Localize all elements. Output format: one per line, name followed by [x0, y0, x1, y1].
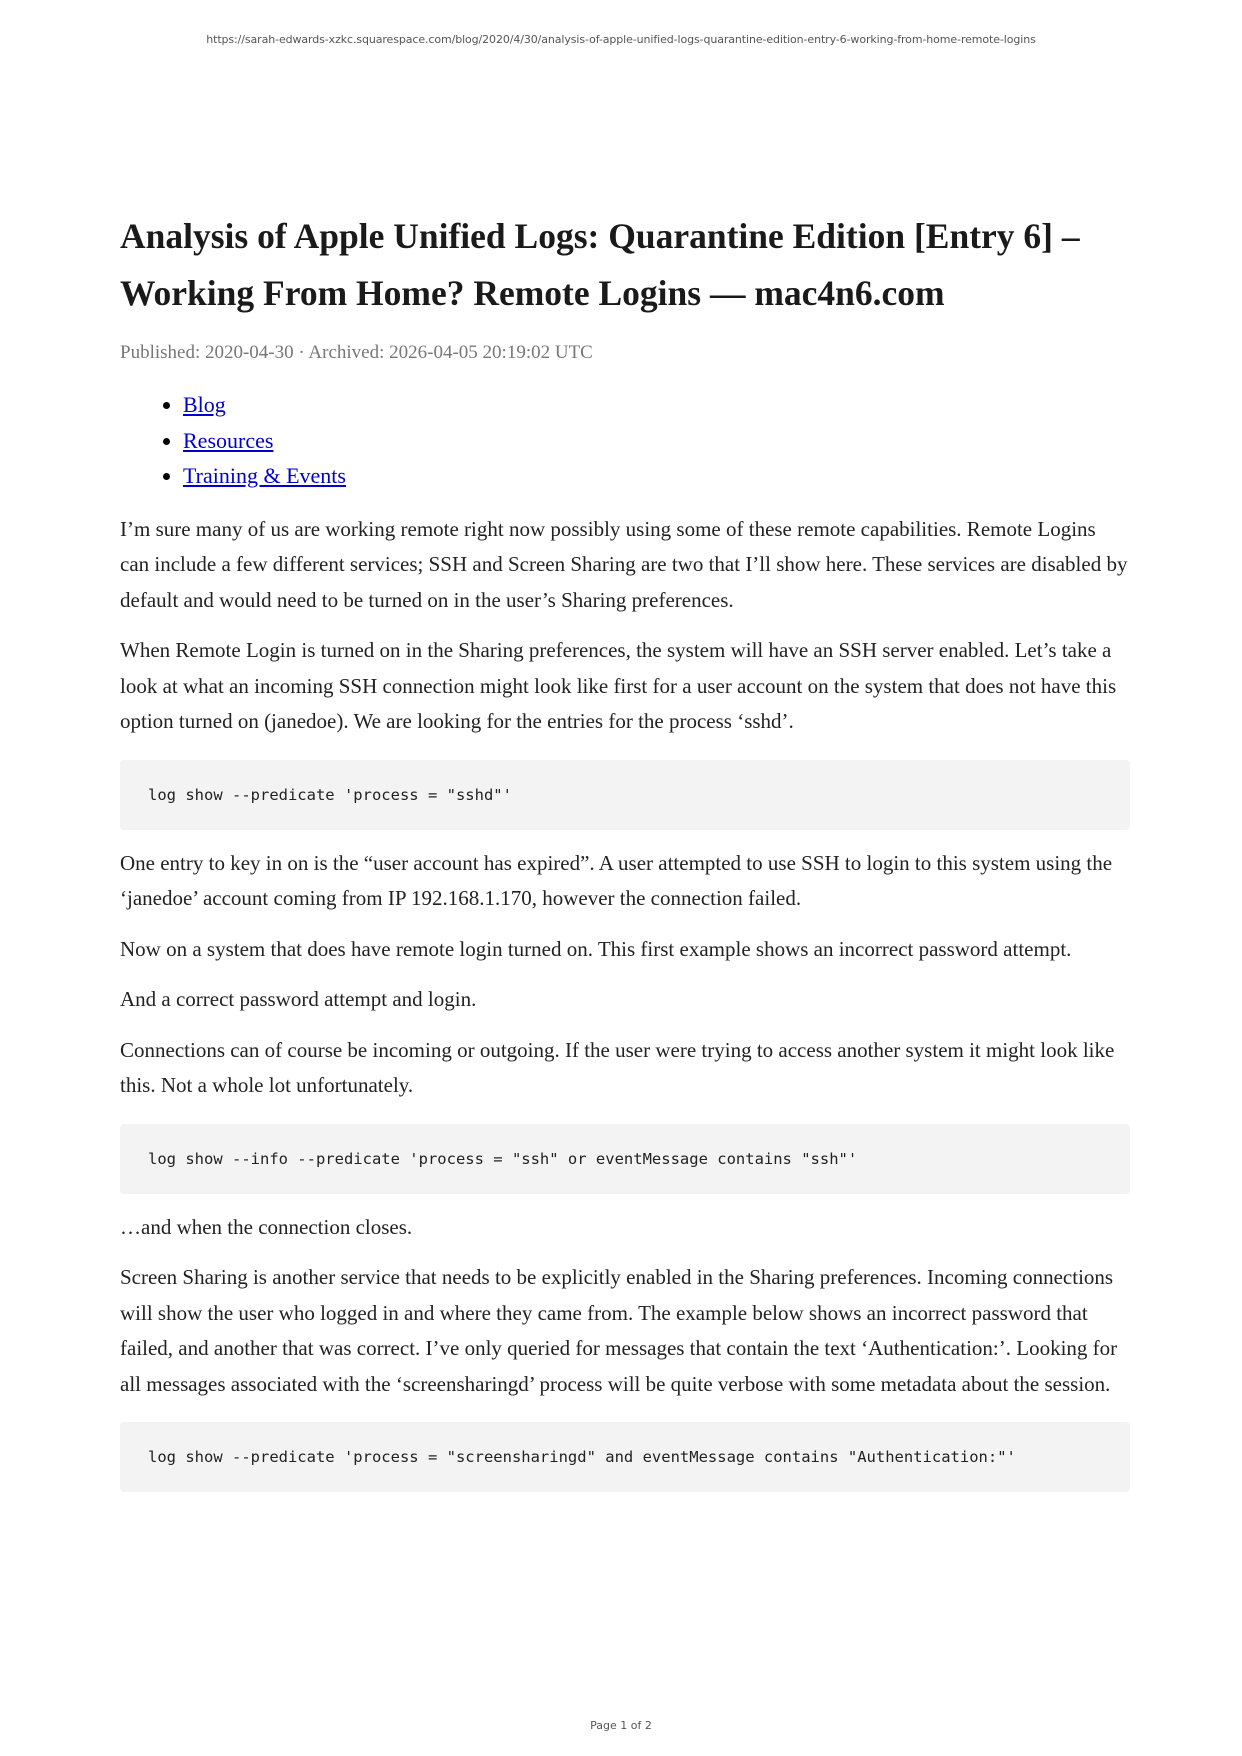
paragraph-screen-sharing: Screen Sharing is another service that needs to be explicitly enabled in the Sharing preferences. Incoming connections will show the user who logged in and where they came from. The example below shows an incorrect password that failed, and another that was correct. I’ve only queried for messages that contain the text ‘Authentication:’. Looking for all messages associated with the ‘screensharingd’ process will be quite verbose with some metadata about the session.: [120, 1265, 1118, 1396]
nav-item-resources: [183, 423, 1130, 459]
code-block-screensharingd: [120, 1422, 1130, 1492]
paragraph-intro: I’m sure many of us are working remote right now possibly using some of these remote capabilities. Remote Logins can include a few different services; SSH and Screen Sharing are two that I’ll show here. These services are disabled by default and would need to be turned on in the user’s Sharing preferences.: [120, 516, 1128, 612]
paragraph-expired-account: One entry to key in on is the “user account has expired”. A user attempted to use SSH to login to this system using the ‘janedoe’ account coming from IP 192.168.1.170, however the connection failed.: [120, 850, 1113, 910]
code-sshd: log show --predicate 'process = "sshd"': [148, 785, 512, 804]
paragraph-outgoing: Connections can of course be incoming or outgoing. If the user were trying to access another system it might look like this. Not a whole lot unfortunately.: [120, 1037, 1115, 1097]
site-nav-list: [120, 387, 1130, 494]
publication-meta: Published: 2020-04-30 · Archived: 2026-04-05 20:19:02 UTC: [120, 342, 593, 363]
code-block-sshd: [120, 760, 1130, 830]
article-title-line-1: Analysis of Apple Unified Logs: Quarantine Edition [Entry 6] –: [120, 216, 1080, 256]
paragraph-remote-login: When Remote Login is turned on in the Sharing preferences, the system will have an SSH server enabled. Let’s take a look at what an incoming SSH connection might look like first for a user account on the system that does not have this option turned on (janedoe). We are looking for the entries for the process ‘sshd’.: [120, 638, 1117, 733]
page-url: https://sarah-edwards-xzkc.squarespace.com/blog/2020/4/30/analysis-of-apple-unified-logs-quarantine-edition-entry-6-working-from-home-remote-logins: [206, 33, 1036, 46]
paragraph-connection-closes: …and when the connection closes.: [120, 1214, 413, 1239]
code-block-ssh: [120, 1124, 1130, 1194]
article-title-line-2: Working From Home? Remote Logins — mac4n6.com: [120, 273, 945, 313]
code-screensharingd: log show --predicate 'process = "screensharingd" and eventMessage contains "Authentication:"': [148, 1448, 1016, 1466]
paragraph-incorrect-password: Now on a system that does have remote login turned on. This first example shows an incorrect password attempt.: [120, 936, 1072, 961]
nav-link-blog[interactable]: Blog: [183, 392, 226, 417]
page-number: Page 1 of 2: [590, 1719, 652, 1732]
code-ssh: log show --info --predicate 'process = "ssh" or eventMessage contains "ssh"': [148, 1149, 858, 1168]
paragraph-correct-password: And a correct password attempt and login.: [120, 987, 477, 1011]
nav-link-training-events[interactable]: Training & Events: [183, 463, 346, 488]
article: [120, 208, 1130, 1492]
nav-link-resources[interactable]: Resources: [183, 427, 274, 453]
nav-item-blog: [183, 387, 1130, 423]
nav-item-training-events: [183, 458, 1130, 494]
article-title: [120, 208, 1130, 322]
